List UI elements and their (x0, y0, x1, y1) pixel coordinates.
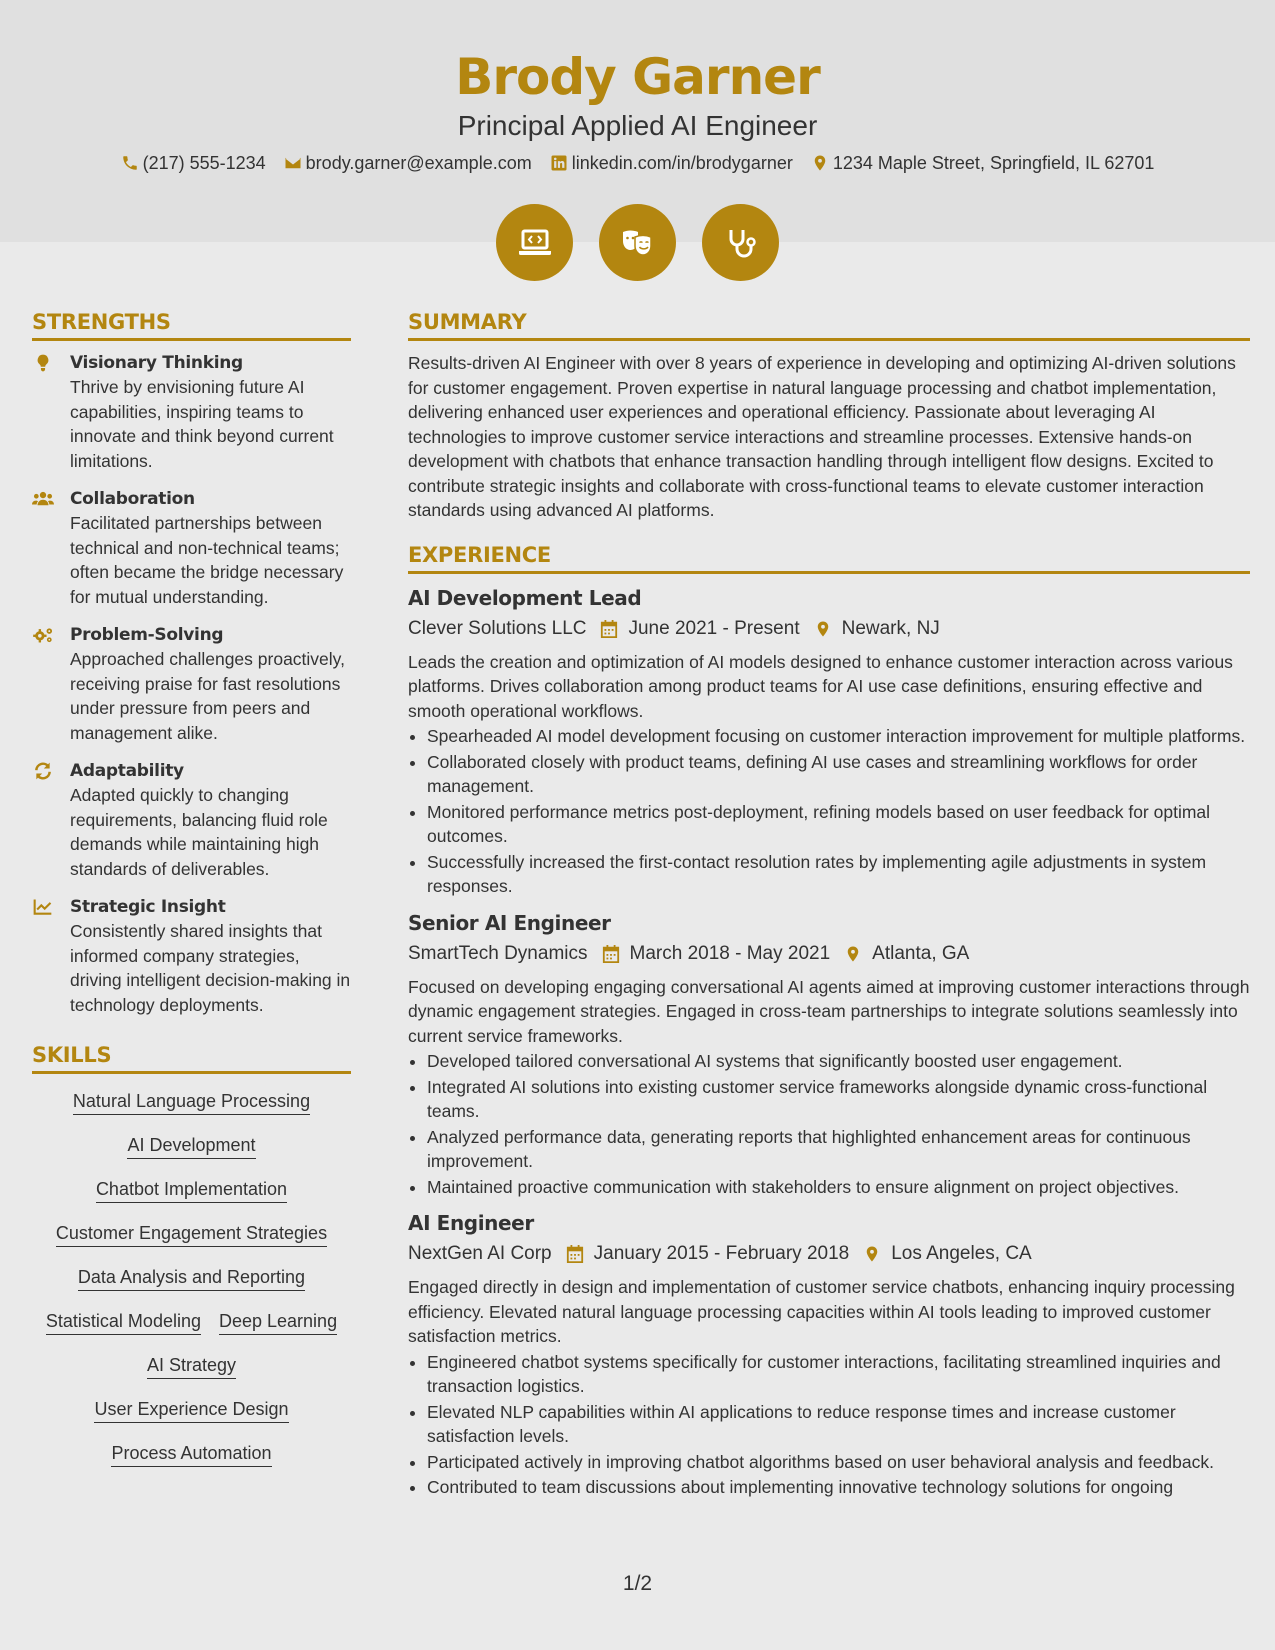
chart-line-icon (32, 897, 54, 917)
badge-stethoscope (702, 204, 779, 281)
job-company: Clever Solutions LLC (408, 617, 587, 639)
strength-item (32, 895, 351, 1017)
skill-tag: Process Automation (111, 1440, 271, 1467)
job-meta (408, 939, 1250, 969)
interest-badges (0, 204, 1275, 281)
strength-item (32, 759, 351, 881)
job-company: NextGen AI Corp (408, 1243, 552, 1264)
calendar-icon (566, 1244, 584, 1264)
linkedin-icon (550, 154, 568, 172)
contact-email[interactable] (284, 151, 532, 175)
skill-tag: Data Analysis and Reporting (78, 1264, 305, 1291)
job-bullets (408, 1049, 1250, 1199)
job-location: Atlanta, GA (872, 942, 970, 964)
summary-heading: SUMMARY (408, 308, 1250, 341)
job-bullet: • Successfully increased the first-contact resolution rates by implementing agile adjustments in system responses. (427, 850, 1250, 899)
job-bullet: • Elevated NLP capabilities within AI applications to reduce response times and increase customer satisfaction levels. (427, 1400, 1250, 1449)
skill-tag: Deep Learning (219, 1308, 337, 1335)
envelope-icon (284, 154, 302, 172)
job-description: Focused on developing engaging conversational AI agents aimed at improving customer interactions through dynamic engagement strategies. Engaged in cross-team partnerships to integrate solutions seamlessly into current service frameworks. (408, 976, 1250, 1046)
calendar-icon (600, 619, 618, 639)
job-location: Los Angeles, CA (891, 1243, 1032, 1264)
strength-title: Collaboration (70, 489, 195, 509)
job-bullets (408, 1350, 1250, 1500)
contact-linkedin-text[interactable]: linkedin.com/in/brodygarner (571, 153, 793, 173)
laptop-code-icon (515, 223, 555, 263)
candidate-name: Brody Garner (455, 48, 820, 106)
strength-title: Strategic Insight (70, 897, 226, 917)
candidate-title: Principal Applied AI Engineer (457, 110, 818, 141)
skill-tag: AI Development (127, 1132, 255, 1159)
stethoscope-icon (721, 223, 761, 263)
job-bullet: • Developed tailored conversational AI systems that significantly boosted user engagement. (427, 1049, 1250, 1074)
badge-laptop-code (496, 204, 573, 281)
strength-item (32, 487, 351, 609)
skills-heading: SKILLS (32, 1041, 351, 1074)
cogs-icon (32, 625, 54, 645)
contact-email-text[interactable]: brody.garner@example.com (305, 153, 532, 173)
job-meta (408, 614, 1250, 644)
skill-tag: User Experience Design (94, 1396, 288, 1423)
strength-desc: Consistently shared insights that informed company strategies, driving intelligent decision-making in technology deployments. (70, 921, 351, 1015)
strength-title: Adaptability (70, 761, 184, 781)
map-marker-icon (863, 1244, 881, 1264)
resume-header (0, 0, 1275, 242)
job-bullet: • Contributed to team discussions about implementing innovative technology solutions for ongoing (427, 1475, 1250, 1500)
right-column (408, 308, 1250, 1510)
job-title: Senior AI Engineer (408, 910, 611, 935)
map-marker-icon (811, 154, 829, 172)
job-company: SmartTech Dynamics (408, 942, 588, 964)
job-bullet: • Participated actively in improving chatbot algorithms based on user behavioral analysis and feedback. (427, 1450, 1250, 1475)
job-bullet: • Collaborated closely with product teams, defining AI use cases and streamlining workflows for order management. (427, 750, 1250, 799)
map-marker-icon (814, 619, 832, 639)
job-bullet: • Integrated AI solutions into existing customer service frameworks alongside dynamic cross-functional teams. (427, 1075, 1250, 1124)
strength-item (32, 351, 351, 473)
strength-item (32, 623, 351, 745)
contact-phone-text: (217) 555-1234 (142, 153, 266, 173)
skill-tag: Customer Engagement Strategies (56, 1220, 327, 1247)
job-description: Leads the creation and optimization of AI models designed to enhance customer interaction across various platforms. Drives collaboration among product teams for AI use case definitions, ensuring effective and smooth operational workflows. (408, 651, 1233, 721)
job-title: AI Development Lead (408, 585, 642, 610)
contact-linkedin[interactable] (550, 151, 793, 175)
job-description: Engaged directly in design and implementation of customer service chatbots, enhancing inquiry processing efficiency. Elevated natural language processing capacities within AI tools leading to improved customer satisfaction metrics. (408, 1277, 1235, 1346)
job-bullet: • Analyzed performance data, generating reports that highlighted enhancement areas for continuous improvement. (427, 1125, 1250, 1174)
job-entry (408, 1209, 1250, 1500)
job-title: AI Engineer (408, 1211, 534, 1235)
job-dates: January 2015 - February 2018 (593, 1243, 850, 1264)
contact-phone (121, 151, 266, 175)
strength-title: Visionary Thinking (70, 353, 243, 373)
calendar-icon (602, 944, 620, 964)
strength-desc: Approached challenges proactively, receiving praise for fast resolutions under pressure from peers and management alike. (70, 649, 345, 743)
skill-tag: Statistical Modeling (46, 1308, 201, 1335)
strength-title: Problem-Solving (70, 625, 224, 645)
experience-heading: EXPERIENCE (408, 541, 1250, 574)
skill-tag: Chatbot Implementation (96, 1176, 287, 1203)
job-dates: June 2021 - Present (628, 617, 800, 639)
summary-text: Results-driven AI Engineer with over 8 years of experience in developing and optimizing AI-driven solutions for customer engagement. Proven expertise in natural language processing and chatbot implementation, delivering enhanced user experiences and operational efficiency. Passionate about leveraging AI technologies to improve customer service interactions and streamline processes. Extensive hands-on development with chatbots that enhance transaction handling through intelligent flow designs. Excited to contribute strategic insights and collaborate with cross-functional teams to elevate customer interaction standards using advanced AI platforms. (408, 353, 1236, 520)
job-dates: March 2018 - May 2021 (629, 942, 831, 964)
theater-masks-icon (618, 223, 658, 263)
skills-list (32, 1088, 351, 1484)
strength-desc: Facilitated partnerships between technical and non-technical teams; often became the bridge necessary for mutual understanding. (70, 513, 344, 607)
badge-theater-masks (599, 204, 676, 281)
skill-tag: AI Strategy (147, 1352, 236, 1379)
page-number: 1/2 (622, 1572, 653, 1595)
job-location: Newark, NJ (841, 617, 940, 639)
lightbulb-icon (32, 353, 54, 373)
contact-address (811, 151, 1155, 175)
contact-address-text: 1234 Maple Street, Springfield, IL 62701 (832, 153, 1155, 173)
job-bullet: • Spearheaded AI model development focusing on customer interaction improvement for multiple platforms. (427, 724, 1250, 749)
strength-desc: Thrive by envisioning future AI capabilities, inspiring teams to innovate and think beyond current limitations. (70, 377, 334, 471)
job-entry (408, 909, 1250, 1200)
strength-desc: Adapted quickly to changing requirements, balancing fluid role demands while maintaining high standards of deliverables. (70, 785, 328, 879)
users-icon (32, 489, 54, 509)
left-column (32, 308, 351, 1484)
job-bullet: • Maintained proactive communication with stakeholders to ensure alignment on project objectives. (427, 1175, 1250, 1200)
map-marker-icon (844, 944, 862, 964)
job-bullet: • Monitored performance metrics post-deployment, refining models based on user feedback for optimal outcomes. (427, 800, 1250, 849)
contact-bar (0, 151, 1275, 175)
skill-tag: Natural Language Processing (73, 1088, 310, 1115)
job-bullets (408, 724, 1250, 899)
job-entry (408, 584, 1250, 899)
job-meta (408, 1239, 1250, 1269)
job-bullet: • Engineered chatbot systems specifically for customer interactions, facilitating streamlined inquiries and transaction logistics. (427, 1350, 1250, 1399)
sync-icon (32, 761, 54, 781)
strengths-heading: STRENGTHS (32, 308, 351, 341)
phone-icon (121, 154, 139, 172)
